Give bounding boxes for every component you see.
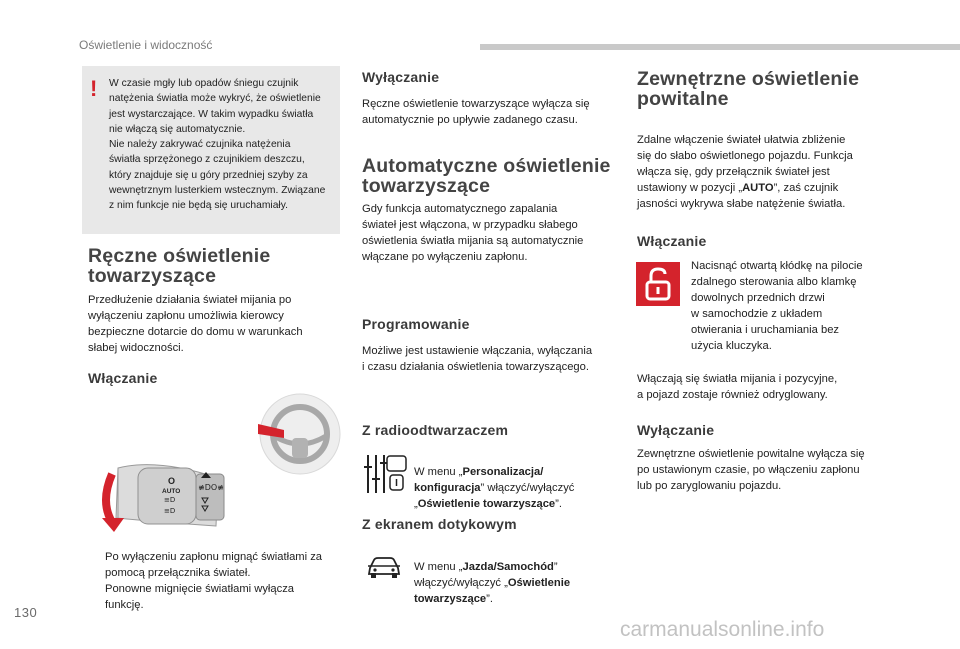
bullet-text-2: Ponowne mignięcie światłami wyłącza funkcję. — [105, 583, 295, 611]
touchscreen-text — [414, 543, 614, 607]
radio-settings-icon — [363, 453, 409, 495]
radio-text-a: W menu „ — [414, 466, 463, 478]
touch-text-e: ”. — [486, 593, 493, 605]
touchscreen-heading: Z ekranem dotykowym — [362, 516, 517, 532]
welcome-lighting-title: Zewnętrzne oświetlenie powitalne — [637, 68, 860, 110]
welcome-intro-auto: AUTO — [742, 182, 774, 194]
radio-heading: Z radioodtwarzaczem — [362, 422, 509, 438]
padlock-open-icon — [636, 262, 680, 306]
touch-text-a: W menu „ — [414, 561, 463, 573]
auto-lighting-text: Gdy funkcja automatycznego zapalania świateł jest włączona, w przypadku słabego oświetlenia światła mijania są automatycznie włączane po wyłączeniu zapłonu. — [362, 203, 584, 263]
car-icon — [366, 554, 402, 580]
page-number: 130 — [14, 605, 38, 620]
welcome-lighting-intro — [637, 116, 887, 212]
unlock-icon-badge — [636, 262, 680, 306]
welcome-on-text: Nacisnąć otwartą kłódkę na pilocie zdalnego sterowania albo klamkę dowolnych przednich drzwi w samochodzie z układem otwierania i uruchamiania bez użycia kluczyka. — [691, 260, 863, 352]
touch-menu-path: Jazda/Samochód — [462, 561, 554, 573]
stalk-label-auto: AUTO — [162, 488, 181, 495]
radio-text — [414, 448, 614, 512]
welcome-intro-c: ”, zaś czujnik jasności wykrywa słabe natężenie światła. — [637, 182, 846, 210]
svg-text:≢DO≢: ≢DO≢ — [198, 483, 224, 492]
manual-lighting-title: Ręczne oświetlenie towarzyszące — [88, 245, 271, 287]
stalk-label-o: O — [168, 476, 176, 486]
welcome-off-text: Zewnętrzne oświetlenie powitalne wyłącza się po ustawionym czasie, po włączeniu zapłonu lub po zaryglowaniu pojazdu. — [637, 448, 865, 492]
header-bar — [480, 44, 960, 50]
programming-text: Możliwe jest ustawienie włączania, wyłączania i czasu działania oświetlenia towarzyszącego. — [362, 345, 593, 373]
svg-text:≡D: ≡D — [164, 507, 176, 515]
watermark: carmanualsonline.info — [620, 618, 825, 641]
light-stalk-illustration — [98, 392, 344, 534]
touch-text-c: ” włączyć/wyłączyć „ — [414, 561, 558, 589]
manual-on-heading: Włączanie — [88, 370, 158, 386]
warning-icon: ! — [90, 76, 98, 101]
radio-menu-item: Oświetlenie towarzyszące — [417, 498, 556, 510]
manual-off-heading: Wyłączanie — [362, 69, 440, 85]
programming-heading: Programowanie — [362, 316, 470, 332]
bullet-text-1: Po wyłączeniu zapłonu mignąć światłami za pomocą przełącznika świateł. — [105, 551, 323, 579]
manual-off-text: Ręczne oświetlenie towarzyszące wyłącza się automatycznie po upływie zadanego czasu. — [362, 98, 590, 126]
warning-box — [82, 66, 340, 234]
auto-lighting-title: Automatyczne oświetlenie towarzyszące — [362, 155, 611, 197]
welcome-on-heading: Włączanie — [637, 233, 707, 249]
warning-text: W czasie mgły lub opadów śniegu czujnik natężenia światła może wykryć, że oświetlenie jest wystarczające. W takim wypadku światła nie włączą się automatycznie. Nie należy zakrywać czujnika natężenia światła sprzężonego z czujnikiem deszczu, który znajduje się u góry przedniej szyby za wewnętrznym lusterkiem wstecznym. Związane z nim funkcje nie będą się uruchamiały. — [109, 78, 326, 212]
welcome-off-heading: Wyłączanie — [637, 422, 715, 438]
radio-text-e: ”. — [555, 498, 562, 510]
radio-menu-path: Personalizacja/ konfiguracja — [414, 466, 544, 494]
manual-lighting-intro: Przedłużenie działania świateł mijania po wyłączeniu zapłonu umożliwia kierowcy bezpieczne dotarcie do domu w warunkach słabej widoczności. — [88, 294, 303, 354]
touch-menu-item: Oświetlenie towarzyszące — [414, 577, 571, 605]
svg-text:≡D: ≡D — [164, 496, 176, 504]
radio-text-c: ” włączyć/wyłączyć „ — [414, 482, 575, 510]
welcome-intro-a: Zdalne włączenie świateł ułatwia zbliżenie się do słabo oświetlonego pojazdu. Funkcja włącza się, gdy przełącznik świateł jest ustawiony w pozycji „ — [637, 134, 853, 194]
welcome-on-text-2: Włączają się światła mijania i pozycyjne, a pojazd zostaje również odryglowany. — [637, 373, 838, 401]
section-title: Oświetlenie i widoczność — [79, 38, 213, 52]
